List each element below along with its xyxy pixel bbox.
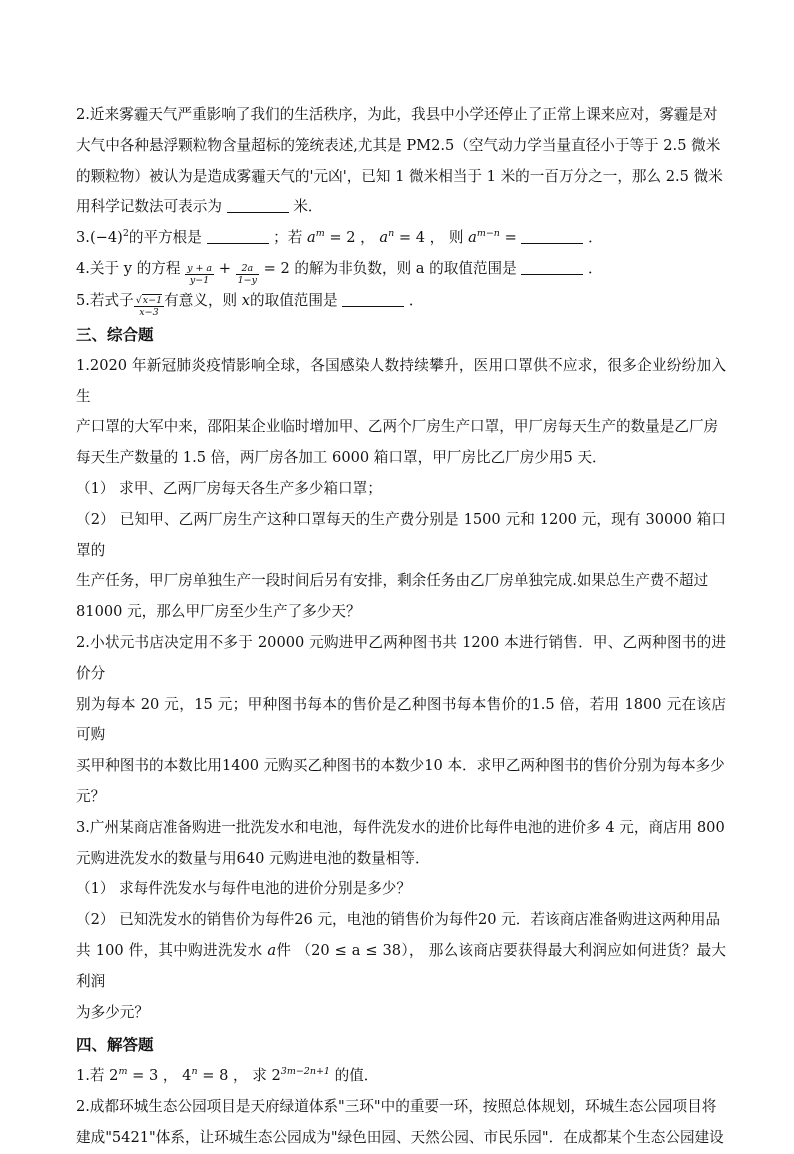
s3-q3-text-after: ， 那么该商店要获得最大利润应如何进货？最大利润 (76, 941, 726, 990)
s3-q1-line: 每天生产数量的 1.5 倍，两厂房各加工 6000 箱口罩，甲厂房比乙厂房少用5 天． (76, 449, 607, 467)
q5-text: 有意义，则 (164, 291, 238, 309)
s3-q3-line: 元购进洗发水的数量与用640 元购进电池的数量相等． (76, 849, 430, 867)
q3-eq2: = 4 ， 则 (398, 229, 464, 247)
q3-prefix: 3. (76, 229, 90, 247)
q2-text: 用科学记数法可表示为 (76, 198, 222, 216)
q2-line-4 (76, 192, 726, 223)
s3-q2-line: 买甲种图书的本数比用1400 元购买乙种图书的本数少10 本．求甲乙两种图书的售价分别为每本多少 (76, 757, 725, 775)
q3-text2: ；若 (273, 229, 303, 247)
s3-q1-line: （2） 已知甲、乙两厂房生产这种口罩每天的生产费分别是 1500 元和 1200 元，现有 30000 箱口罩的 (76, 510, 726, 559)
s4-q1-val-a: = 3 ， (132, 1067, 178, 1085)
q5-fraction: $\frac{√x-1}{x-3}$ (135, 294, 163, 318)
s3-q1-line: 产口罩的大军中来，邵阳某企业临时增加甲、乙两个厂房生产口罩，甲厂房每天生产的数量是乙厂房 (76, 418, 719, 436)
s4-q1-base-b: 4 (182, 1067, 192, 1085)
section-title-4: 四、解答题 (76, 1036, 154, 1055)
q3-eq1: = 2 ， (329, 229, 375, 247)
q5-text2: 的取值范围是 (250, 291, 338, 309)
q5-prefix: 5.若式子 (76, 291, 134, 309)
s3-q1-line: 81000 元，那么甲厂房至少生产了多少天？ (76, 603, 361, 621)
s4-q1-base-a: 2 (109, 1067, 119, 1085)
s4-q2-line: 2.成都环城生态公园项目是天府绿道体系"三环"中的重要一环，按照总体规划，环城生态公园项目将 (76, 1097, 717, 1115)
q2-line-3: 的颗粒物）被认为是造成雾霾天气的'元凶'，已知 1 微米相当于 1 米的一百万分之一，那么 2.5 微米 (76, 167, 723, 185)
s3-q1-line: （1） 求甲、乙两厂房每天各生产多少箱口罩； (76, 479, 382, 497)
q4-line (76, 254, 726, 286)
answer-blank[interactable] (227, 198, 289, 213)
q3-eq3: = (504, 229, 517, 247)
s3-q2-line: 2.小状元书店决定用不多于 20000 元购进甲乙两种图书共 1200 本进行销售．甲、乙两种图书的进价分 (76, 633, 726, 682)
document-content (76, 100, 726, 1154)
q5-end: ． (408, 291, 424, 309)
s4-q1-exp-c: 3m−2n+1 (280, 1066, 330, 1078)
s3-q2-line: 元？ (76, 787, 106, 805)
s3-q3-line: （1） 求每件洗发水与每件电池的进价分别是多少？ (76, 880, 411, 898)
q3-text1: 的平方根是 (128, 229, 202, 247)
answer-blank[interactable] (207, 229, 269, 244)
q2-line-2: 大气中各种悬浮颗粒物含量超标的笼统表述,尤其是 PM2.5（空气动力学当量直径小于等于 2.5 微米 (76, 136, 721, 154)
q3-end: ． (588, 229, 603, 247)
q5-var: x (241, 291, 251, 309)
q4-eq: = 2 (263, 259, 290, 277)
s3-q1-line: 1.2020 年新冠肺炎疫情影响全球，各国感染人数持续攀升，医用口罩供不应求，很多企业纷纷加入生 (76, 356, 726, 405)
section-title-3: 三、综合题 (76, 325, 154, 344)
s3-q3-line: 为多少元？ (76, 1003, 149, 1021)
s4-q1-prefix: 1.若 (76, 1067, 105, 1085)
answer-blank[interactable] (521, 229, 583, 244)
answer-blank[interactable] (521, 260, 583, 275)
s3-q3-line (76, 936, 726, 998)
q4-fraction-2: $\frac{2a}{1-y}$ (237, 262, 257, 286)
s4-q1-base-c: 2 (271, 1067, 281, 1085)
q2-line-1: 2.近来雾霾天气严重影响了我们的生活秩序，为此，我县中小学还停止了正常上课来应对，雾霾是对 (76, 106, 718, 123)
s4-q1-end: 的值． (334, 1067, 379, 1085)
s3-q2-line: 别为每本 20 元，15 元；甲种图书每本的售价是乙种图书每本售价的1.5 倍，若用 1800 元在该店可购 (76, 695, 726, 744)
s3-q3-range: 件 （20 ≤ a ≤ 38） (276, 941, 409, 959)
s3-q3-line: （2） 已知洗发水的销售价为每件26 元，电池的销售价为每件20 元．若该商店准备购进这两种用品 (76, 911, 721, 929)
s3-q1-line: 生产任务，甲厂房单独生产一段时间后另有安排，剩余任务由乙厂房单独完成.如果总生产费不超过 (76, 572, 709, 590)
q4-plus: + (218, 259, 231, 277)
s4-q1-exp-b: n (191, 1066, 198, 1078)
q4-prefix: 4.关于 y 的方程 (76, 259, 181, 277)
q2-unit: 米． (293, 198, 323, 216)
q3-exp: 2 (122, 228, 129, 240)
q4-fraction-1: $\frac{y + a}{y-1}$ (187, 262, 213, 286)
q3-expr: (−4) (89, 229, 123, 247)
s3-q3-var: a (267, 941, 277, 959)
answer-blank[interactable] (342, 292, 404, 307)
s3-q3-text: 共 100 件，其中购进洗发水 (76, 941, 263, 959)
s4-q1-val-b: = 8 ， 求 (202, 1067, 267, 1085)
q3-line: $3.(-4)^2$的平方根是 ；若 $a^m = 2$ ， $a^n = 4$ ， 则 $a^{m-n}$ = ． (76, 228, 603, 247)
q4-text: 的解为非负数，则 a 的取值范围是 (294, 259, 517, 277)
s4-q1-exp-a: m (118, 1066, 128, 1078)
q4-end: ． (588, 259, 603, 277)
q5-line (76, 286, 726, 318)
s3-q3-line: 3.广州某商店准备购进一批洗发水和电池，每件洗发水的进价比每件电池的进价多 4 元，商店用 800 (76, 818, 725, 836)
s4-q2-line: 建成"5421"体系，让环城生态公园成为"绿色田园、天然公园、市民乐园"．在成都某个生态公园建设 (76, 1128, 724, 1146)
s4-q1-line (76, 1061, 726, 1092)
